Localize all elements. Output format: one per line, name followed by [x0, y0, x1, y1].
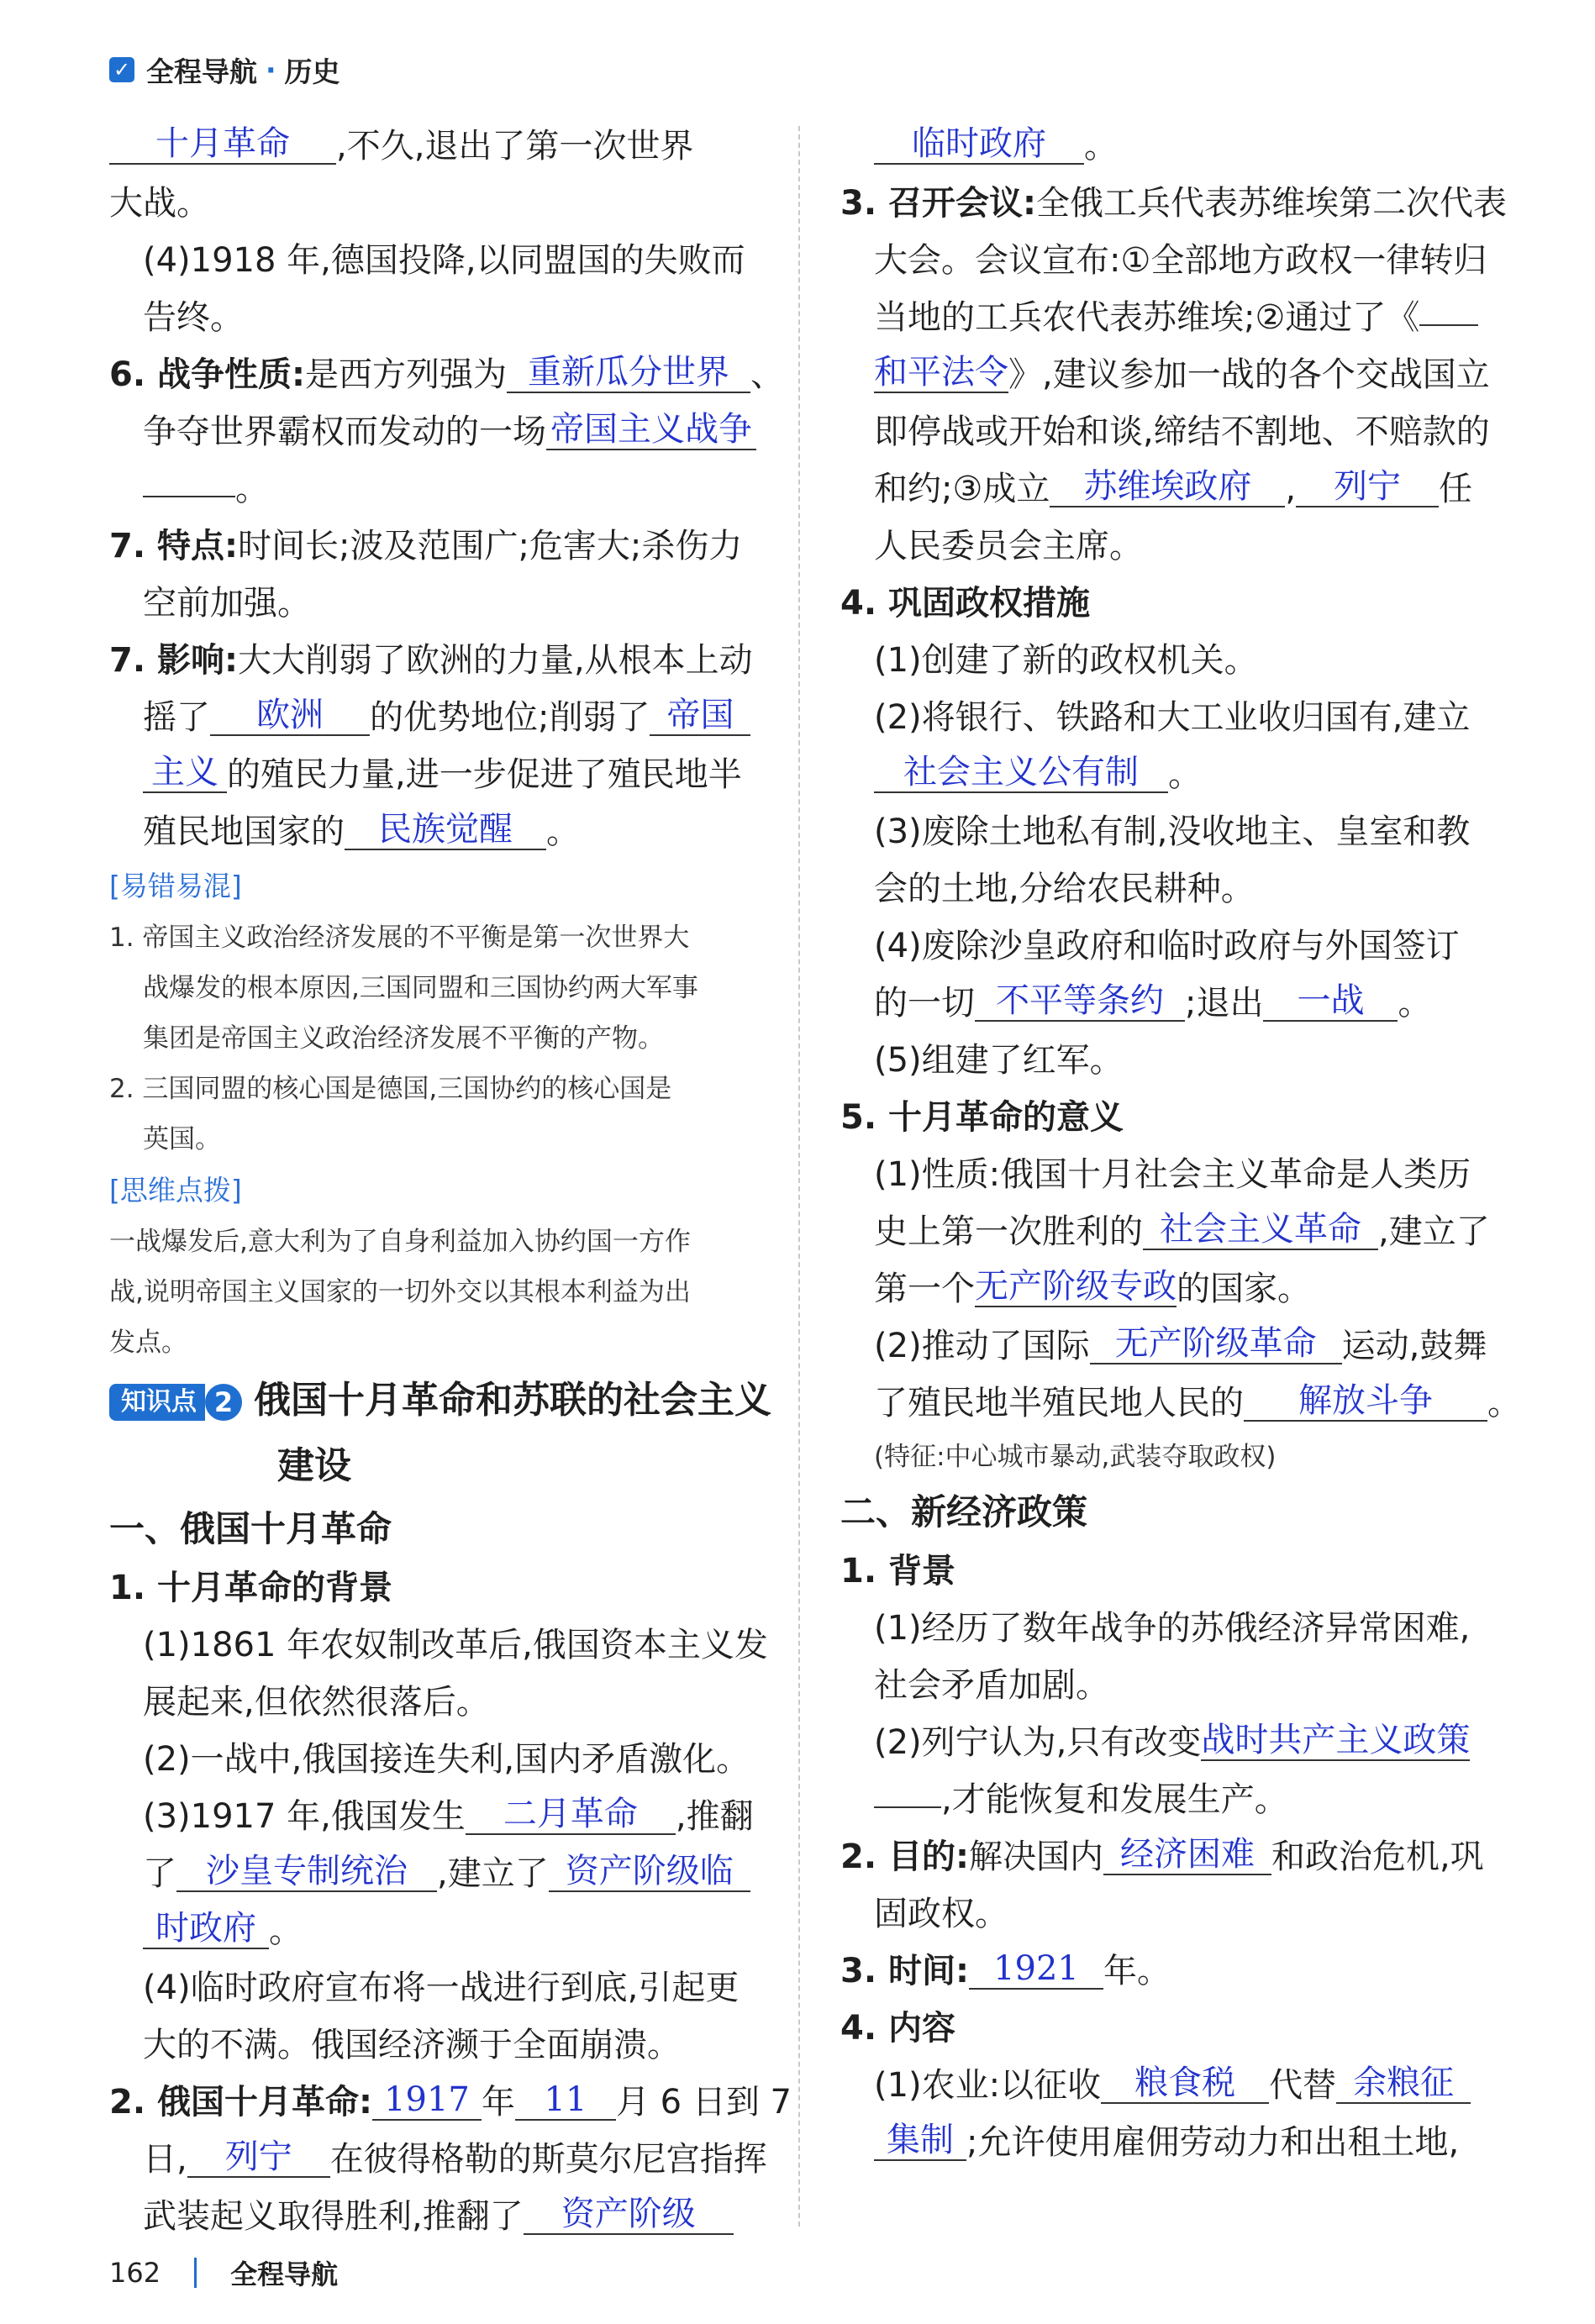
text-line: 殖民地国家的 民族觉醒 。 — [143, 810, 580, 851]
answer-blank: 1921 — [969, 1949, 1103, 1990]
text-line: (4)临时政府宣布将一战进行到底,引起更 — [143, 1969, 740, 2007]
left-column — [109, 118, 792, 2245]
answer-blank: 资产阶级 — [524, 2195, 734, 2235]
text-line: (3)废除土地私有制,没收地主、皇室和教 — [874, 812, 1471, 851]
text-line: 和约;③成立 苏维埃政府 , 列宁 任 — [874, 467, 1473, 508]
answer-blank: 沙皇专制统治 — [176, 1852, 437, 1892]
text-line: 武装起义取得胜利,推翻了 资产阶级 — [109, 2188, 773, 2245]
text-line: (2)推动了国际 无产阶级革命 运动,鼓舞 — [874, 1324, 1487, 1365]
note-line: 英国。 — [143, 1124, 221, 1154]
text-line: 6. 战争性质:是西方列强为 重新瓜分世界 、 — [109, 353, 784, 394]
answer-blank — [143, 496, 235, 497]
footer-name: 全程导航 — [230, 2258, 339, 2290]
answer-blank: 主义 — [143, 753, 227, 793]
answer-blank: 无产阶级革命 — [1090, 1324, 1342, 1364]
answer-blank: 时政府 — [143, 1909, 269, 1949]
checkbox-icon: ✓ — [109, 57, 134, 82]
answer-blank: 欧洲 — [210, 696, 370, 736]
text-line: 时政府 。 — [109, 1902, 773, 1959]
page-number: 162 — [109, 2257, 161, 2289]
tip-tag-thinking: [思维点拨] — [109, 1174, 242, 1207]
text-line: 史上第一次胜利的 社会主义革命 ,建立了 — [874, 1210, 1490, 1251]
text-line: 社会主义公有制 。 — [840, 746, 1504, 803]
column-divider — [798, 126, 800, 2227]
answer-blank — [874, 1806, 941, 1808]
header-separator: · — [266, 53, 276, 87]
text-line: (2)将银行、铁路和大工业收归国有,建立 — [874, 698, 1471, 737]
sub-heading: 1. 十月革命的背景 — [109, 1569, 392, 1607]
answer-blank: 1917 — [372, 2080, 482, 2121]
answer-blank: 苏维埃政府 — [1050, 467, 1285, 507]
text-line: (1)创建了新的政权机关。 — [874, 641, 1258, 680]
text-line: ,才能恢复和发展生产。 — [840, 1771, 1504, 1828]
text-line: 空前加强。 — [143, 584, 311, 623]
page-footer — [109, 2252, 338, 2294]
answer-blank: 列宁 — [187, 2137, 330, 2178]
text-line: (1)经历了数年战争的苏俄经济异常困难, — [874, 1609, 1471, 1648]
text-line: 7. 影响:大大削弱了欧洲的力量,从根本上动 — [109, 641, 753, 680]
answer-blank: 和平法令 — [874, 353, 1008, 392]
text-line: 争夺世界霸权而发动的一场 帝国主义战争 — [109, 403, 773, 460]
tip-tag-errors: [易错易混] — [109, 870, 242, 902]
answer-blank: 一战 — [1263, 981, 1398, 1022]
text-line: (4)废除沙皇政府和临时政府与外国签订 — [874, 927, 1460, 965]
knowledge-point-badge: 知识点 — [109, 1384, 205, 1421]
note-line: 战,说明帝国主义国家的一切外交以其根本利益为出 — [109, 1277, 691, 1307]
text-line: 3. 时间: 1921 年。 — [840, 1949, 1171, 1990]
page-header — [109, 50, 340, 89]
sub-heading: 4. 巩固政权措施 — [840, 584, 1090, 623]
sub-heading: 1. 背景 — [840, 1552, 955, 1591]
knowledge-point-number: 2 — [205, 1384, 242, 1421]
answer-blank: 无产阶级专政 — [975, 1267, 1177, 1306]
text-line: (2)列宁认为,只有改变战时共产主义政策 — [874, 1721, 1471, 1762]
answer-blank: 社会主义革命 — [1143, 1210, 1378, 1250]
text-line: 日, 列宁 在彼得格勒的斯莫尔尼宫指挥 — [143, 2137, 767, 2179]
answer-blank: 解放斗争 — [1244, 1381, 1487, 1422]
text-line: 2. 俄国十月革命: 1917 年 11 月 6 日到 7 — [109, 2080, 792, 2122]
note-line: 战爆发的根本原因,三国同盟和三国协约两大军事 — [143, 973, 698, 1003]
answer-blank: 二月革命 — [466, 1795, 676, 1835]
answer-blank — [1419, 324, 1478, 326]
answer-blank: 列宁 — [1296, 467, 1439, 507]
text-line: 固政权。 — [874, 1895, 1008, 1933]
text-line: 十月革命 ,不久,退出了第一次世界 — [109, 118, 773, 175]
answer-blank: 经济困难 — [1103, 1835, 1271, 1875]
answer-blank: 不平等条约 — [975, 981, 1185, 1022]
note-line: 2. 三国同盟的核心国是德国,三国协约的核心国是 — [109, 1074, 672, 1104]
text-line: 临时政府 。 — [840, 118, 1504, 175]
answer-blank: 资产阶级临 — [549, 1852, 750, 1892]
text-line: 大会。会议宣布:①全部地方政权一律转归 — [874, 241, 1487, 280]
answer-blank: 余粮征 — [1336, 2064, 1471, 2104]
text-line: 7. 特点:时间长;波及范围广;危害大;杀伤力 — [109, 527, 743, 565]
note-line: (特征:中心城市暴动,武装夺取政权) — [874, 1442, 1277, 1472]
text-line: 当地的工兵农代表苏维埃;②通过了《 — [840, 289, 1504, 346]
text-line: 2. 目的:解决国内 经济困难 和政治危机,巩 — [840, 1835, 1484, 1876]
answer-blank: 帝国 — [650, 696, 750, 736]
answer-blank: 重新瓜分世界 — [507, 353, 750, 393]
text-line: 人民委员会主席。 — [874, 527, 1143, 565]
text-line: 展起来,但依然很落后。 — [143, 1683, 490, 1722]
header-title: 全程导航 — [146, 55, 257, 88]
note-line: 集团是帝国主义政治经济发展不平衡的产物。 — [143, 1023, 664, 1054]
text-line: 摇了 欧洲 的优势地位;削弱了 帝国 — [109, 689, 773, 746]
text-line: 和平法令》,建议参加一战的各个交战国立 — [874, 353, 1490, 394]
answer-blank: 临时政府 — [874, 124, 1084, 165]
text-line: 大的不满。俄国经济濒于全面崩溃。 — [143, 2026, 681, 2064]
section-heading: 一、俄国十月革命 — [109, 1508, 392, 1549]
answer-blank: 社会主义公有制 — [874, 753, 1168, 793]
answer-blank: 集制 — [874, 2121, 966, 2161]
text-line: (1)农业:以征收 粮食税 代替 余粮征 — [840, 2057, 1504, 2114]
answer-blank: 粮食税 — [1101, 2064, 1269, 2104]
text-line: 集制 ;允许使用雇佣劳动力和出租土地, — [840, 2114, 1504, 2171]
sub-heading: 4. 内容 — [840, 2009, 955, 2048]
answer-blank: 十月革命 — [109, 124, 336, 165]
header-subject: 历史 — [284, 55, 340, 88]
text-line: (4)1918 年,德国投降,以同盟国的失败而 — [143, 241, 745, 280]
answer-blank: 帝国主义战争 — [546, 410, 756, 450]
text-line: 告终。 — [143, 298, 244, 337]
text-line: 社会矛盾加剧。 — [874, 1666, 1109, 1705]
text-line: 主义 的殖民力量,进一步促进了殖民地半 — [109, 746, 773, 803]
knowledge-point-heading: 知识点 2 俄国十月革命和苏联的社会主义 — [109, 1368, 773, 1433]
text-line: (5)组建了红军。 — [874, 1041, 1124, 1080]
text-line: 了 沙皇专制统治 ,建立了 资产阶级临 — [109, 1845, 773, 1902]
note-line: 发点。 — [109, 1328, 187, 1358]
text-line: (3)1917 年,俄国发生 二月革命 ,推翻 — [143, 1795, 754, 1836]
text-line: (2)一战中,俄国接连失利,国内矛盾激化。 — [143, 1740, 750, 1779]
note-line: 1. 帝国主义政治经济发展的不平衡是第一次世界大 — [109, 923, 690, 953]
answer-blank: 战时共产主义政策 — [1201, 1721, 1471, 1759]
text-line: 了殖民地半殖民地人民的 解放斗争 。 — [874, 1381, 1521, 1422]
note-line: 一战爆发后,意大利为了自身利益加入协约国一方作 — [109, 1227, 691, 1257]
answer-blank: 民族觉醒 — [345, 810, 546, 850]
text-line: 。 — [109, 460, 773, 518]
answer-blank: 11 — [515, 2080, 616, 2121]
text-line: 会的土地,分给农民耕种。 — [874, 870, 1255, 908]
section-heading: 二、新经济政策 — [840, 1491, 1088, 1533]
knowledge-point-heading-cont: 建设 — [277, 1444, 351, 1487]
text-line: 大战。 — [109, 184, 210, 223]
text-line: 即停战或开始和谈,缔结不割地、不赔款的 — [874, 413, 1490, 451]
text-line: (1)1861 年农奴制改革后,俄国资本主义发 — [143, 1626, 768, 1664]
text-line: 3. 召开会议:全俄工兵代表苏维埃第二次代表 — [840, 184, 1507, 223]
text-line: 第一个无产阶级专政的国家。 — [874, 1267, 1311, 1308]
sub-heading: 5. 十月革命的意义 — [840, 1098, 1124, 1137]
footer-divider — [194, 2258, 197, 2288]
text-line: 的一切 不平等条约 ;退出 一战 。 — [874, 981, 1432, 1023]
text-line: (1)性质:俄国十月社会主义革命是人类历 — [874, 1155, 1471, 1194]
right-column — [840, 118, 1521, 2171]
